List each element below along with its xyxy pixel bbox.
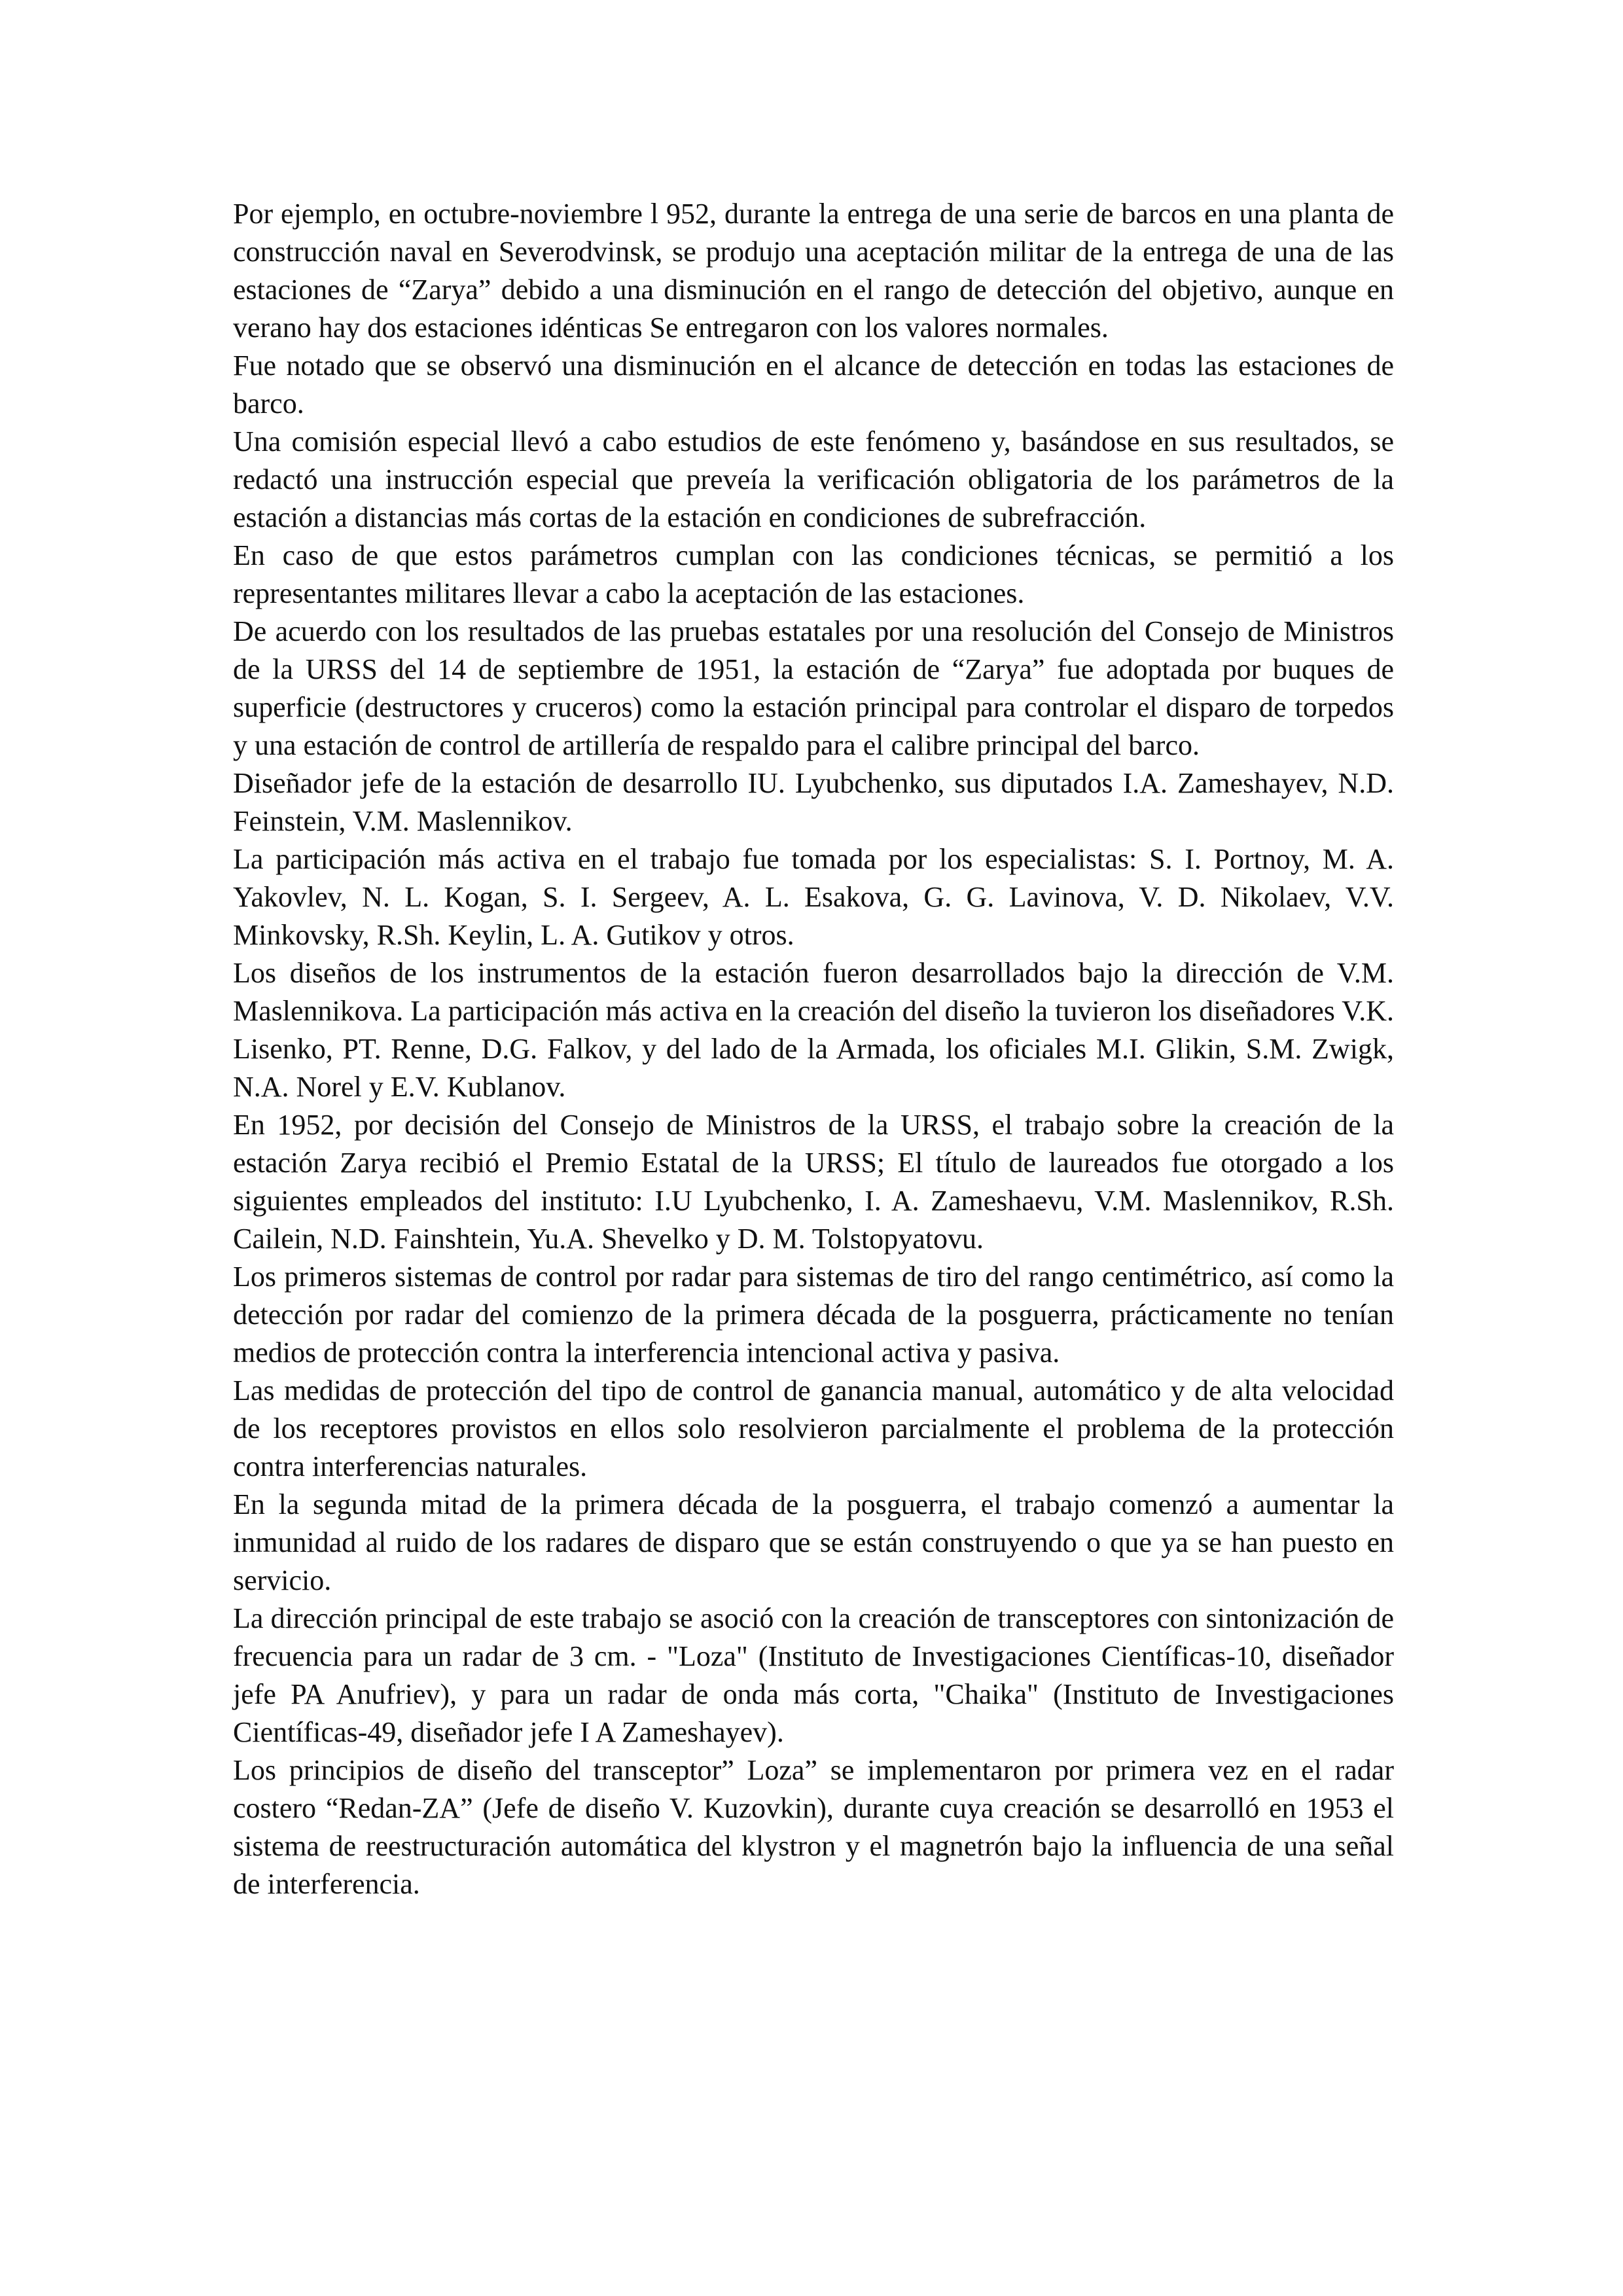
paragraph-2: Fue notado que se observó una disminución en el alcance de detección en todas las estaciones de barco. — [233, 350, 1394, 420]
paragraph-13: La dirección principal de este trabajo se asoció con la creación de transceptores con sintonización de frecuencia para un radar de 3 cm. - "Loza" (Instituto de Investigaciones Científicas-10, diseñador jefe PA Anufriev), y para un radar de onda más corta, "Chaika" (Instituto de Investigaciones Científicas-49, diseñador jefe I A Zameshayev). — [233, 1602, 1394, 1748]
paragraph-3: Una comisión especial llevó a cabo estudios de este fenómeno y, basándose en sus resultados, se redactó una instrucción especial que preveía la verificación obligatoria de los parámetros de la estación a distancias más cortas de la estación en condiciones de subrefracción. — [233, 425, 1394, 533]
paragraph-10: Los primeros sistemas de control por radar para sistemas de tiro del rango centimétrico, así como la detección por radar del comienzo de la primera década de la posguerra, prácticamente no tenían medios de protección contra la interferencia intencional activa y pasiva. — [233, 1261, 1394, 1369]
paragraph-6: Diseñador jefe de la estación de desarrollo IU. Lyubchenko, sus diputados I.A. Zameshayev, N.D. Feinstein, V.M. Maslennikov. — [233, 767, 1394, 837]
paragraph-9: En 1952, por decisión del Consejo de Ministros de la URSS, el trabajo sobre la creación de la estación Zarya recibió el Premio Estatal de la URSS; El título de laureados fue otorgado a los siguientes empleados del instituto: I.U Lyubchenko, I. A. Zameshaevu, V.M. Maslennikov, R.Sh. Cailein, N.D. Fainshtein, Yu.A. Shevelko y D. M. Tolstopyatovu. — [233, 1109, 1394, 1255]
paragraph-14: Los principios de diseño del transceptor” Loza” se implementaron por primera vez en el radar costero “Redan-ZA” (Jefe de diseño V. Kuzovkin), durante cuya creación se desarrolló en 1953 el sistema de reestructuración automática del klystron y el magnetrón bajo la influencia de una señal de interferencia. — [233, 1754, 1394, 1900]
document-body — [233, 195, 1394, 1903]
paragraph-4: En caso de que estos parámetros cumplan con las condiciones técnicas, se permitió a los representantes militares llevar a cabo la aceptación de las estaciones. — [233, 539, 1394, 609]
paragraph-5: De acuerdo con los resultados de las pruebas estatales por una resolución del Consejo de Ministros de la URSS del 14 de septiembre de 1951, la estación de “Zarya” fue adoptada por buques de superficie (destructores y cruceros) como la estación principal para controlar el disparo de torpedos y una estación de control de artillería de respaldo para el calibre principal del barco. — [233, 615, 1394, 761]
paragraph-8: Los diseños de los instrumentos de la estación fueron desarrollados bajo la dirección de V.M. Maslennikova. La participación más activa en la creación del diseño la tuvieron los diseñadores V.K. Lisenko, PT. Renne, D.G. Falkov, y del lado de la Armada, los oficiales M.I. Glikin, S.M. Zwigk, N.A. Norel y E.V. Kublanov. — [233, 957, 1394, 1103]
paragraph-1: Por ejemplo, en octubre-noviembre l 952, durante la entrega de una serie de barcos en una planta de construcción naval en Severodvinsk, se produjo una aceptación militar de la entrega de una de las estaciones de “Zarya” debido a una disminución en el rango de detección del objetivo, aunque en verano hay dos estaciones idénticas Se entregaron con los valores normales. — [233, 198, 1394, 344]
paragraph-7: La participación más activa en el trabajo fue tomada por los especialistas: S. I. Portnoy, M. A. Yakovlev, N. L. Kogan, S. I. Sergeev, A. L. Esakova, G. G. Lavinova, V. D. Nikolaev, V.V. Minkovsky, R.Sh. Keylin, L. A. Gutikov y otros. — [233, 843, 1394, 951]
paragraph-12: En la segunda mitad de la primera década de la posguerra, el trabajo comenzó a aumentar la inmunidad al ruido de los radares de disparo que se están construyendo o que ya se han puesto en servicio. — [233, 1488, 1394, 1596]
paragraph-11: Las medidas de protección del tipo de control de ganancia manual, automático y de alta velocidad de los receptores provistos en ellos solo resolvieron parcialmente el problema de la protección contra interferencias naturales. — [233, 1374, 1394, 1482]
